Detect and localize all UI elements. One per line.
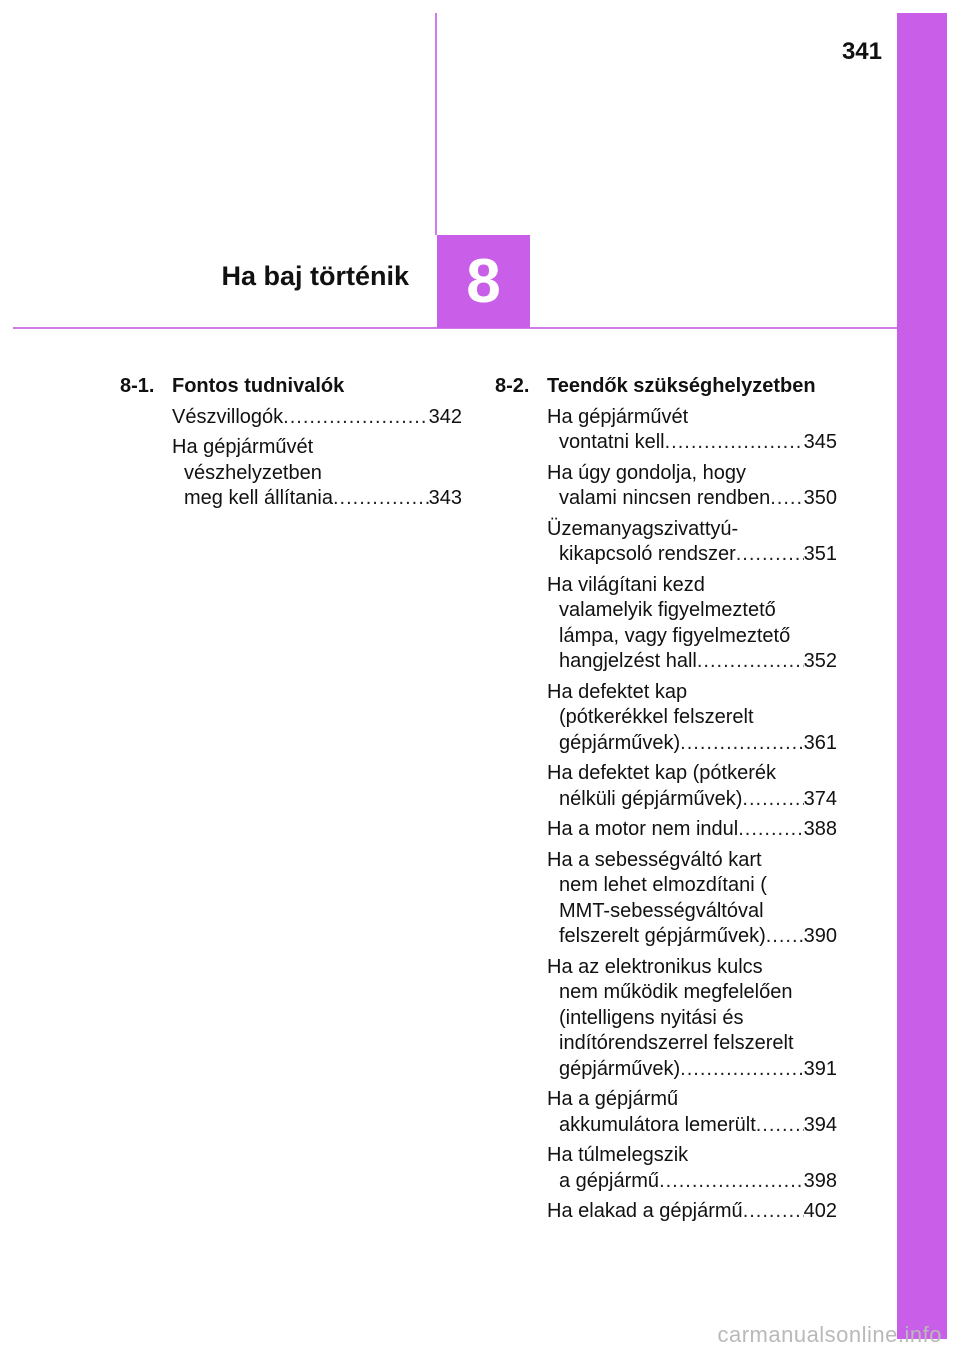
toc-entry-text: (intelligens nyitási és bbox=[559, 1006, 744, 1029]
toc-entry-text: indítórendszerrel felszerelt bbox=[559, 1032, 794, 1054]
toc-entry-text: Ha a sebességváltó kart bbox=[547, 848, 762, 871]
toc-page-number: 391 bbox=[803, 1057, 837, 1080]
toc-entry-text: (pótkerékkel felszerelt bbox=[559, 706, 754, 728]
toc-entry-text: Ha gépjárművét bbox=[172, 436, 314, 458]
toc-entry-text: Ha defektet kap (pótkerék bbox=[547, 762, 777, 784]
toc-entry[interactable] bbox=[547, 761, 837, 812]
toc-entry-text: Üzemanyagszivattyú- bbox=[547, 517, 739, 540]
chapter-side-tab bbox=[897, 13, 947, 1339]
leader-dots bbox=[766, 924, 804, 950]
toc-page-number: 398 bbox=[803, 1169, 837, 1192]
toc-page-number: 374 bbox=[803, 787, 837, 810]
leader-dots bbox=[742, 787, 803, 813]
toc-entry[interactable] bbox=[172, 435, 462, 512]
leader-dots bbox=[743, 1199, 804, 1225]
leader-dots bbox=[756, 1113, 804, 1139]
toc-entry-text: nem lehet elmozdítani ( bbox=[559, 874, 767, 896]
toc-entry[interactable] bbox=[547, 405, 837, 456]
toc-page-number: 394 bbox=[803, 1113, 837, 1136]
toc-entry-text: valami nincsen rendben bbox=[559, 487, 771, 509]
toc-entry[interactable] bbox=[547, 1087, 837, 1138]
section-heading bbox=[495, 374, 837, 400]
toc-entry-text: vészhelyzetben bbox=[184, 461, 322, 484]
toc-page-number: 388 bbox=[803, 818, 837, 840]
toc-entry-text: Ha az elektronikus kulcs bbox=[547, 955, 763, 978]
toc-entry-text: gépjárművek) bbox=[559, 1057, 681, 1080]
leader-dots bbox=[333, 486, 429, 512]
chapter-number-badge bbox=[437, 235, 530, 328]
toc-entry[interactable] bbox=[172, 405, 462, 431]
page-number: 341 bbox=[841, 38, 882, 65]
header-vertical-rule bbox=[435, 13, 437, 235]
toc-entry[interactable] bbox=[547, 955, 837, 1083]
toc-entry[interactable] bbox=[547, 517, 837, 568]
toc-entry-text: Ha defektet kap bbox=[547, 680, 688, 703]
toc-entry-text: Vészvillogók bbox=[172, 405, 284, 428]
toc-page-number: 352 bbox=[803, 650, 837, 672]
leader-dots bbox=[680, 1057, 803, 1083]
toc-entry[interactable] bbox=[547, 680, 837, 757]
toc-section-8-2 bbox=[495, 374, 837, 1230]
toc-entry-text: kikapcsoló rendszer bbox=[559, 543, 736, 565]
leader-dots bbox=[659, 1169, 804, 1195]
section-title: Fontos tudnivalók bbox=[172, 375, 345, 397]
toc-entry-text: valamelyik figyelmeztető bbox=[559, 599, 776, 621]
toc-entry-text: felszerelt gépjárművek) bbox=[559, 925, 766, 947]
toc-entry-text: Ha elakad a gépjármű bbox=[547, 1200, 743, 1222]
toc-page-number: 342 bbox=[428, 405, 462, 428]
toc-entry-text: akkumulátora lemerült bbox=[559, 1113, 756, 1136]
toc-entry-text: meg kell állítania bbox=[184, 487, 333, 509]
toc-entry-text: nem működik megfelelően bbox=[559, 981, 793, 1003]
section-number: 8-2. bbox=[495, 375, 530, 397]
toc-page-number: 390 bbox=[803, 925, 837, 947]
toc-page-number: 351 bbox=[803, 543, 837, 565]
section-number: 8-1. bbox=[120, 375, 155, 397]
toc-entry[interactable] bbox=[547, 817, 837, 843]
toc-entry-text: gépjárművek) bbox=[559, 731, 681, 754]
toc-page-number: 345 bbox=[803, 431, 837, 453]
toc-section-8-1 bbox=[120, 374, 462, 517]
toc-entry[interactable] bbox=[547, 1199, 837, 1225]
toc-entry-text: MMT-sebességváltóval bbox=[559, 899, 764, 922]
leader-dots bbox=[770, 486, 803, 512]
toc-entry-text: Ha a gépjármű bbox=[547, 1088, 679, 1110]
toc-entry-text: nélküli gépjárművek) bbox=[559, 787, 743, 810]
leader-dots bbox=[283, 405, 428, 431]
leader-dots bbox=[680, 731, 803, 757]
leader-dots bbox=[665, 430, 804, 456]
toc-entry-text: Ha gépjárművét bbox=[547, 405, 689, 428]
section-heading bbox=[120, 374, 462, 400]
toc-entry[interactable] bbox=[547, 848, 837, 950]
toc-entry-text: Ha úgy gondolja, hogy bbox=[547, 461, 747, 484]
toc-entry-text: a gépjármű bbox=[559, 1169, 660, 1192]
leader-dots bbox=[738, 817, 803, 843]
leader-dots bbox=[697, 649, 804, 675]
toc-entry-text: vontatni kell bbox=[559, 431, 665, 453]
watermark: carmanualsonline.info bbox=[717, 1322, 942, 1347]
toc-entry-text: Ha világítani kezd bbox=[547, 573, 705, 596]
toc-entry[interactable] bbox=[547, 461, 837, 512]
toc-page-number: 402 bbox=[803, 1200, 837, 1222]
section-title: Teendők szükséghelyzetben bbox=[547, 375, 816, 397]
toc-page-number: 343 bbox=[428, 487, 462, 509]
toc-page-number: 361 bbox=[803, 731, 837, 754]
toc-entry-text: Ha a motor nem indul bbox=[547, 818, 739, 840]
toc-entry[interactable] bbox=[547, 1143, 837, 1194]
toc-page-number: 350 bbox=[803, 487, 837, 509]
leader-dots bbox=[736, 542, 804, 568]
toc-entry-text: hangjelzést hall bbox=[559, 650, 697, 672]
toc-entry[interactable] bbox=[547, 573, 837, 675]
chapter-title: Ha baj történik bbox=[221, 261, 409, 291]
toc-entry-text: Ha túlmelegszik bbox=[547, 1144, 689, 1166]
chapter-number: 8 bbox=[466, 247, 501, 316]
toc-entry-text: lámpa, vagy figyelmeztető bbox=[559, 624, 791, 647]
